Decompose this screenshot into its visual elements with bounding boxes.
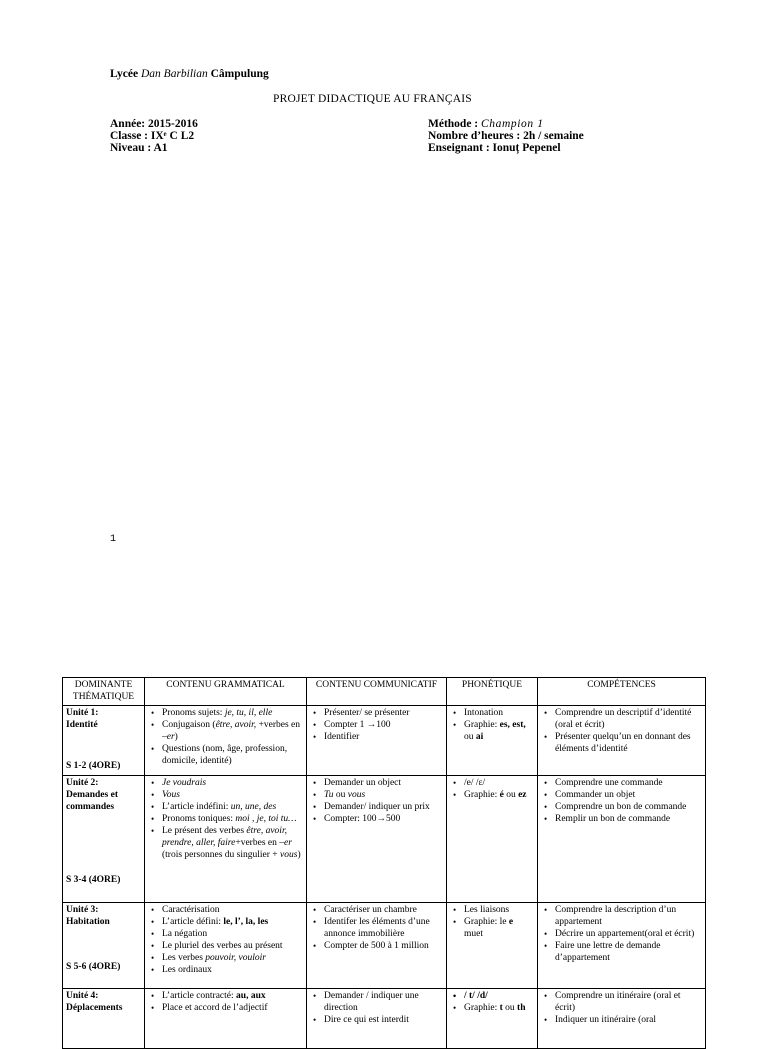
grammar-conjugaison: Conjugaison (être, avoir, +verbes en –er)	[162, 720, 300, 742]
list-item: • Caractériser un chambre	[324, 904, 443, 916]
grammar-pronoms-examples: je, tu, il, elle	[224, 708, 273, 718]
unit-cell	[63, 989, 145, 1049]
list-item: • Questions (nom, âge, profession, domicile, identité)	[162, 743, 303, 767]
list-item: • Décrire un appartement(oral et écrit)	[555, 928, 702, 940]
unit-sessions: S 5-6 (4ORE)	[66, 962, 121, 972]
competences-cell	[538, 706, 706, 776]
list-item: • Comprendre un itinéraire (oral et écrit)	[555, 990, 702, 1014]
table-row	[63, 903, 706, 989]
unit-number: Unité 3:	[66, 905, 99, 915]
list-item: • Comprendre un bon de commande	[555, 801, 702, 813]
list-item	[162, 707, 303, 719]
list-item: • Faire une lettre de demande d’appartement	[555, 940, 702, 964]
communication-cell	[307, 903, 447, 989]
list-item: • Remplir un bon de commande	[555, 813, 702, 825]
unit-sessions: S 1-2 (4ORE)	[66, 761, 121, 771]
list-item: • Identifier	[324, 731, 443, 743]
header-communicatif: CONTENU COMMUNICATIF	[307, 678, 447, 706]
unit-number: Unité 1:	[66, 708, 99, 718]
list-item: • Les ordinaux	[162, 964, 303, 976]
list-item: • Présenter quelqu’un en donnant des éléments d’identité	[555, 731, 702, 755]
list-item: • L’article contracté: au, aux	[162, 990, 303, 1002]
phonetics-cell	[447, 706, 538, 776]
list-item: • Le pluriel des verbes au présent	[162, 940, 303, 952]
list-item: • Demander / indiquer une direction	[324, 990, 443, 1014]
table-header-row	[63, 678, 706, 706]
grammar-cell	[145, 989, 307, 1049]
list-item: • Demander/ indiquer un prix	[324, 801, 443, 813]
phonetics-cell	[447, 776, 538, 903]
phonetics-cell	[447, 903, 538, 989]
unit-theme: Identité	[66, 720, 98, 730]
list-item: • Compter 1 →100	[324, 719, 443, 731]
list-item: • Je voudrais	[162, 777, 303, 789]
list-item: • Graphie: es, est, ou ai	[464, 719, 534, 743]
list-item: • Présenter/ se présenter	[324, 707, 443, 719]
communication-cell	[307, 989, 447, 1049]
unit-theme: Demandes et commandes	[66, 790, 118, 812]
list-item: • Tu ou vous	[324, 789, 443, 801]
page-number: 1	[110, 534, 117, 545]
school-city: Câmpulung	[210, 68, 269, 80]
list-item: • Identifer les éléments d’une annonce immobilière	[324, 916, 443, 940]
unit-cell	[63, 706, 145, 776]
grammar-pronoms-label: Pronoms sujets:	[162, 708, 225, 718]
grammar-cell	[145, 903, 307, 989]
phonetics-cell	[447, 989, 538, 1049]
method-label: Méthode :	[428, 118, 479, 130]
list-item: • Dire ce qui est interdit	[324, 1014, 443, 1026]
grammar-cell	[145, 706, 307, 776]
lesson-plan-table	[62, 677, 706, 1049]
communication-cell	[307, 706, 447, 776]
list-item: • Comprendre un descriptif d’identité (oral et écrit)	[555, 707, 702, 731]
list-item: • Compter: 100→500	[324, 813, 443, 825]
list-item: • Les liaisons	[464, 904, 534, 916]
header-competences: COMPÉTENCES	[538, 678, 706, 706]
unit-theme: Habitation	[66, 917, 110, 927]
list-item: • Commander un objet	[555, 789, 702, 801]
header-dominante: DOMINANTE THÉMATIQUE	[63, 678, 145, 706]
list-item: • La négation	[162, 928, 303, 940]
list-item: • Caractérisation	[162, 904, 303, 916]
school-year: Année: 2015-2016	[110, 118, 198, 130]
grammar-cell	[145, 776, 307, 903]
document-title: PROJET DIDACTIQUE AU FRANÇAIS	[273, 93, 472, 105]
list-item: • Pronoms toniques: moi , je, toi tu…	[162, 813, 303, 825]
header-phonetique: PHONÉTIQUE	[447, 678, 538, 706]
list-item: • Graphie: é ou ez	[464, 789, 534, 801]
unit-theme: Déplacements	[66, 1003, 123, 1013]
unit-cell	[63, 776, 145, 903]
unit-cell	[63, 903, 145, 989]
list-item: • Indiquer un itinéraire (oral	[555, 1014, 702, 1026]
list-item: • Les verbes pouvoir, vouloir	[162, 952, 303, 964]
table-row	[63, 989, 706, 1049]
competences-cell	[538, 989, 706, 1049]
list-item: • L’article indéfini: un, une, des	[162, 801, 303, 813]
list-item: • Graphie: t ou th	[464, 1002, 534, 1014]
list-item: • L’article défini: le, l’, la, les	[162, 916, 303, 928]
table-row	[63, 706, 706, 776]
list-item: • Compter de 500 à 1 million	[324, 940, 443, 952]
communication-cell	[307, 776, 447, 903]
table-row	[63, 776, 706, 903]
list-item: • Le présent des verbes être, avoir, prendre, aller, faire+verbes en –er (trois personnes du singulier + vous)	[162, 825, 303, 861]
school-name: Dan Barbilian	[140, 68, 208, 80]
list-item	[162, 719, 303, 743]
school-prefix: Lycée	[110, 68, 139, 80]
method-value: Champion 1	[481, 118, 544, 130]
school-line	[110, 68, 269, 81]
list-item: • /e/ /ɛ/	[464, 777, 534, 789]
unit-number: Unité 2:	[66, 778, 99, 788]
list-item: • / t/ /d/	[464, 990, 534, 1002]
class-info: Classe : IXᵉ C L2	[110, 130, 195, 142]
unit-sessions: S 3-4 (4ORE)	[66, 875, 121, 885]
competences-cell	[538, 776, 706, 903]
list-item: • Comprendre une commande	[555, 777, 702, 789]
list-item: • Intonation	[464, 707, 534, 719]
teacher-info: Enseignant : Ionuț Pepenel	[428, 142, 561, 154]
level-info: Niveau : A1	[110, 142, 168, 154]
header-grammatical: CONTENU GRAMMATICAL	[145, 678, 307, 706]
hours-info: Nombre d’heures : 2h / semaine	[428, 130, 584, 142]
list-item: • Graphie: le e muet	[464, 916, 534, 940]
competences-cell	[538, 903, 706, 989]
list-item: • Vous	[162, 789, 303, 801]
list-item: • Demander un object	[324, 777, 443, 789]
unit-number: Unité 4:	[66, 991, 99, 1001]
list-item: • Place et accord de l’adjectif	[162, 1002, 303, 1014]
list-item: • Comprendre la description d’un appartement	[555, 904, 702, 928]
